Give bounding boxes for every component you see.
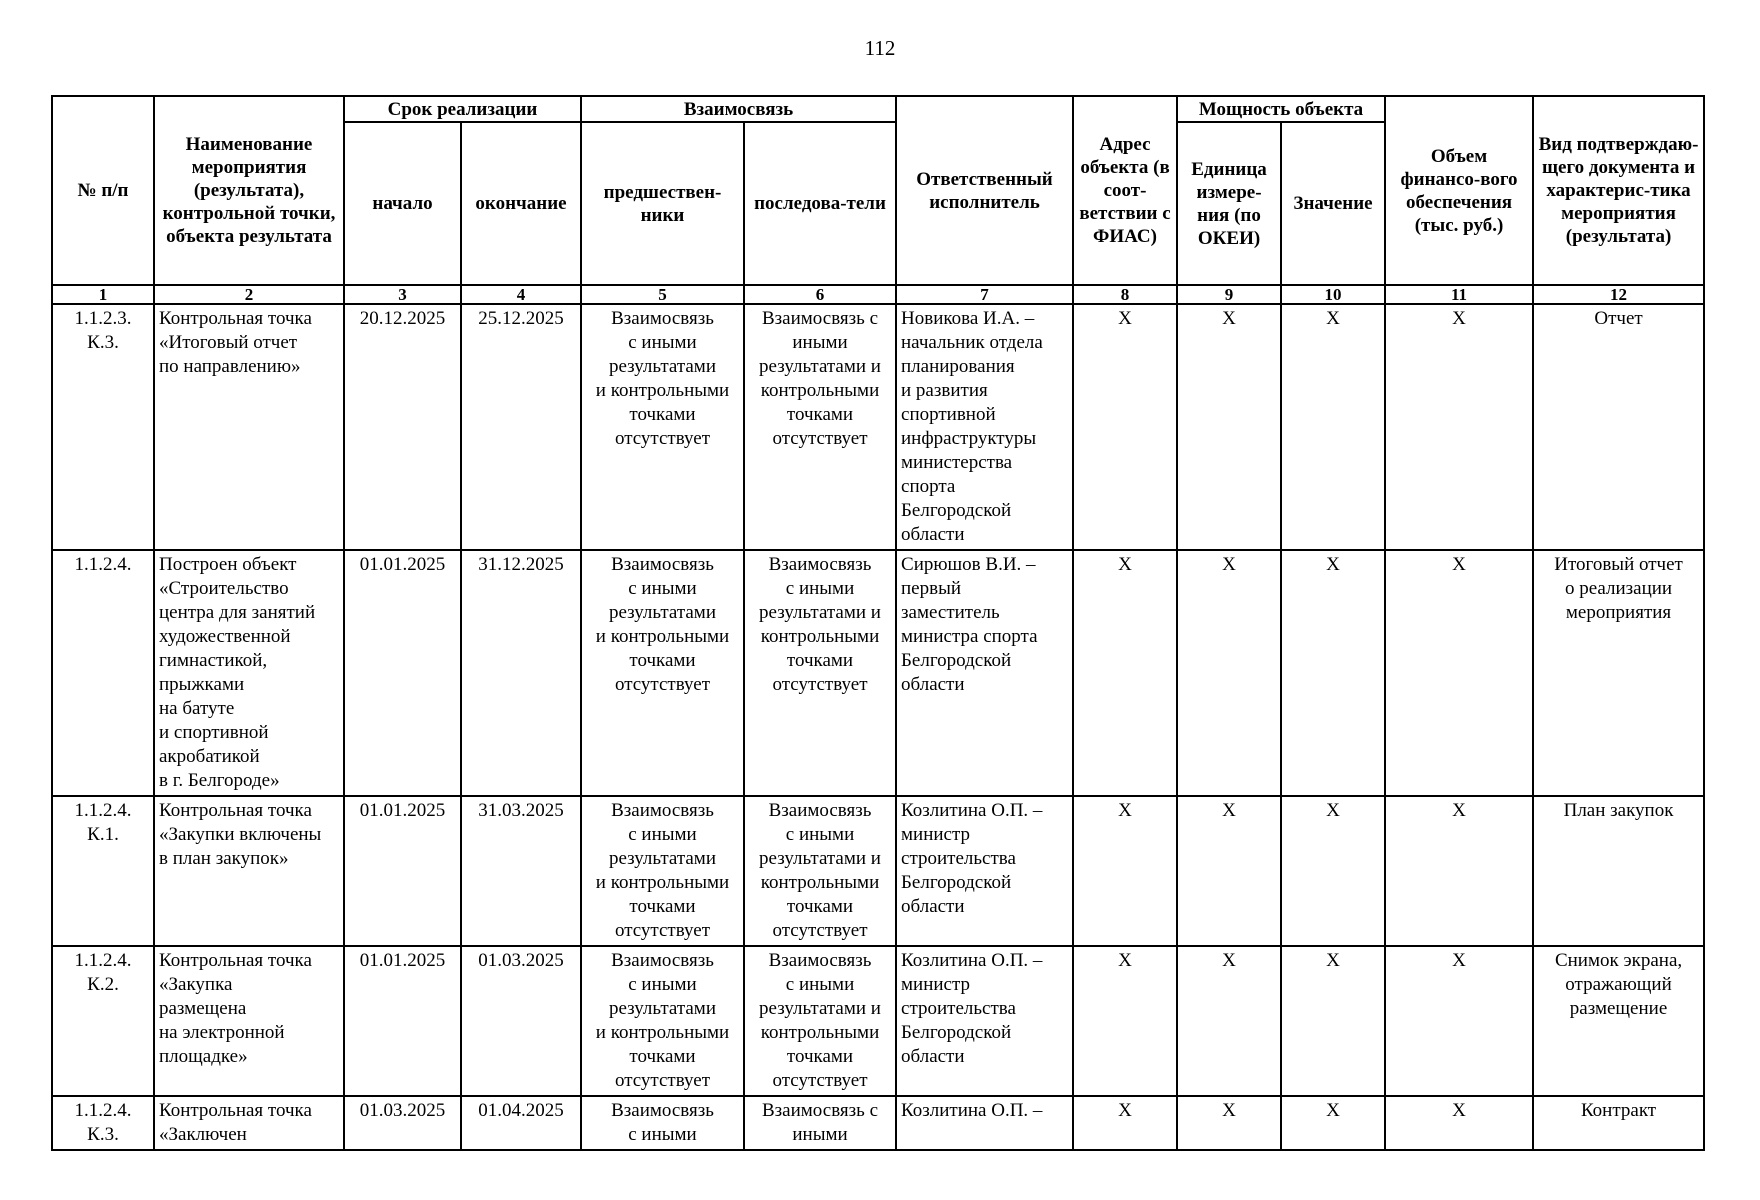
address-cell: X <box>1073 304 1177 550</box>
start-date-cell: 01.01.2025 <box>344 796 461 946</box>
row-number-cell: 1.1.2.4. К.1. <box>52 796 154 946</box>
events-table <box>51 95 1705 1151</box>
start-date-cell: 20.12.2025 <box>344 304 461 550</box>
header-col-predecessors: предшествен-ники <box>581 122 744 285</box>
responsible-cell: Козлитина О.П. – <box>896 1096 1073 1150</box>
header-row-group <box>52 96 1704 122</box>
row-number-cell: 1.1.2.4. К.2. <box>52 946 154 1096</box>
page-number: 112 <box>864 36 896 60</box>
column-number: 8 <box>1073 285 1177 304</box>
value-cell: X <box>1281 796 1385 946</box>
column-numbers-row <box>52 285 1704 304</box>
predecessors-cell: Взаимосвязь с иными результатами и контрольными точками отсутствует <box>581 550 744 796</box>
header-col-document: Вид подтверждаю-щего документа и характерис-тика мероприятия (результата) <box>1533 96 1704 285</box>
event-name-cell: Контрольная точка «Закупка размещена на электронной площадке» <box>154 946 344 1096</box>
unit-cell: X <box>1177 796 1281 946</box>
successors-cell: Взаимосвязь с иными результатами и контрольными точками отсутствует <box>744 304 896 550</box>
value-cell: X <box>1281 304 1385 550</box>
row-number-cell: 1.1.2.4. К.3. <box>52 1096 154 1150</box>
address-cell: X <box>1073 796 1177 946</box>
end-date-cell: 01.04.2025 <box>461 1096 581 1150</box>
unit-cell: X <box>1177 1096 1281 1150</box>
header-group-period: Срок реализации <box>344 96 581 122</box>
header-group-relation: Взаимосвязь <box>581 96 896 122</box>
address-cell: X <box>1073 550 1177 796</box>
predecessors-cell: Взаимосвязь с иными <box>581 1096 744 1150</box>
value-cell: X <box>1281 550 1385 796</box>
responsible-cell: Новикова И.А. – начальник отдела планирования и развития спортивной инфраструктуры министерства спорта Белгородской области <box>896 304 1073 550</box>
event-name-cell: Построен объект «Строительство центра для занятий художественной гимнастикой, прыжками на батуте и спортивной акробатикой в г. Белгороде» <box>154 550 344 796</box>
column-number: 6 <box>744 285 896 304</box>
finance-cell: X <box>1385 550 1533 796</box>
column-number: 10 <box>1281 285 1385 304</box>
table-row <box>52 796 1704 946</box>
document-type-cell: Отчет <box>1533 304 1704 550</box>
column-number: 1 <box>52 285 154 304</box>
row-number-cell: 1.1.2.3. К.3. <box>52 304 154 550</box>
column-number: 4 <box>461 285 581 304</box>
predecessors-cell: Взаимосвязь с иными результатами и контрольными точками отсутствует <box>581 946 744 1096</box>
responsible-cell: Козлитина О.П. – министр строительства Белгородской области <box>896 796 1073 946</box>
start-date-cell: 01.01.2025 <box>344 550 461 796</box>
end-date-cell: 31.12.2025 <box>461 550 581 796</box>
successors-cell: Взаимосвязь с иными <box>744 1096 896 1150</box>
end-date-cell: 25.12.2025 <box>461 304 581 550</box>
table-row <box>52 550 1704 796</box>
document-type-cell: Снимок экрана, отражающий размещение <box>1533 946 1704 1096</box>
document-type-cell: Итоговый отчет о реализации мероприятия <box>1533 550 1704 796</box>
successors-cell: Взаимосвязь с иными результатами и контрольными точками отсутствует <box>744 550 896 796</box>
finance-cell: X <box>1385 796 1533 946</box>
finance-cell: X <box>1385 304 1533 550</box>
header-col-end: окончание <box>461 122 581 285</box>
finance-cell: X <box>1385 1096 1533 1150</box>
event-name-cell: Контрольная точка «Закупки включены в план закупок» <box>154 796 344 946</box>
event-name-cell: Контрольная точка «Итоговый отчет по направлению» <box>154 304 344 550</box>
responsible-cell: Козлитина О.П. – министр строительства Белгородской области <box>896 946 1073 1096</box>
address-cell: X <box>1073 1096 1177 1150</box>
responsible-cell: Сирюшов В.И. – первый заместитель министра спорта Белгородской области <box>896 550 1073 796</box>
header-col-successors: последова-тели <box>744 122 896 285</box>
start-date-cell: 01.03.2025 <box>344 1096 461 1150</box>
row-number-cell: 1.1.2.4. <box>52 550 154 796</box>
end-date-cell: 31.03.2025 <box>461 796 581 946</box>
finance-cell: X <box>1385 946 1533 1096</box>
unit-cell: X <box>1177 550 1281 796</box>
column-number: 3 <box>344 285 461 304</box>
column-number: 7 <box>896 285 1073 304</box>
column-number: 9 <box>1177 285 1281 304</box>
column-number: 2 <box>154 285 344 304</box>
successors-cell: Взаимосвязь с иными результатами и контрольными точками отсутствует <box>744 796 896 946</box>
start-date-cell: 01.01.2025 <box>344 946 461 1096</box>
predecessors-cell: Взаимосвязь с иными результатами и контрольными точками отсутствует <box>581 304 744 550</box>
column-number: 12 <box>1533 285 1704 304</box>
predecessors-cell: Взаимосвязь с иными результатами и контрольными точками отсутствует <box>581 796 744 946</box>
header-col-finance: Объем финансо-вого обеспечения (тыс. руб.) <box>1385 96 1533 285</box>
header-col-name: Наименование мероприятия (результата), контрольной точки, объекта результата <box>154 96 344 285</box>
header-col-address: Адрес объекта (в соот-ветствии с ФИАС) <box>1073 96 1177 285</box>
table-row <box>52 1096 1704 1150</box>
header-col-no: № п/п <box>52 96 154 285</box>
value-cell: X <box>1281 946 1385 1096</box>
unit-cell: X <box>1177 304 1281 550</box>
column-number: 5 <box>581 285 744 304</box>
header-group-capacity: Мощность объекта <box>1177 96 1385 122</box>
header-col-responsible: Ответственный исполнитель <box>896 96 1073 285</box>
table-row <box>52 946 1704 1096</box>
end-date-cell: 01.03.2025 <box>461 946 581 1096</box>
header-col-start: начало <box>344 122 461 285</box>
column-number: 11 <box>1385 285 1533 304</box>
address-cell: X <box>1073 946 1177 1096</box>
document-type-cell: Контракт <box>1533 1096 1704 1150</box>
table-row <box>52 304 1704 550</box>
header-col-value: Значение <box>1281 122 1385 285</box>
event-name-cell: Контрольная точка «Заключен <box>154 1096 344 1150</box>
value-cell: X <box>1281 1096 1385 1150</box>
document-type-cell: План закупок <box>1533 796 1704 946</box>
header-col-unit: Единица измере-ния (по ОКЕИ) <box>1177 122 1281 285</box>
unit-cell: X <box>1177 946 1281 1096</box>
successors-cell: Взаимосвязь с иными результатами и контрольными точками отсутствует <box>744 946 896 1096</box>
